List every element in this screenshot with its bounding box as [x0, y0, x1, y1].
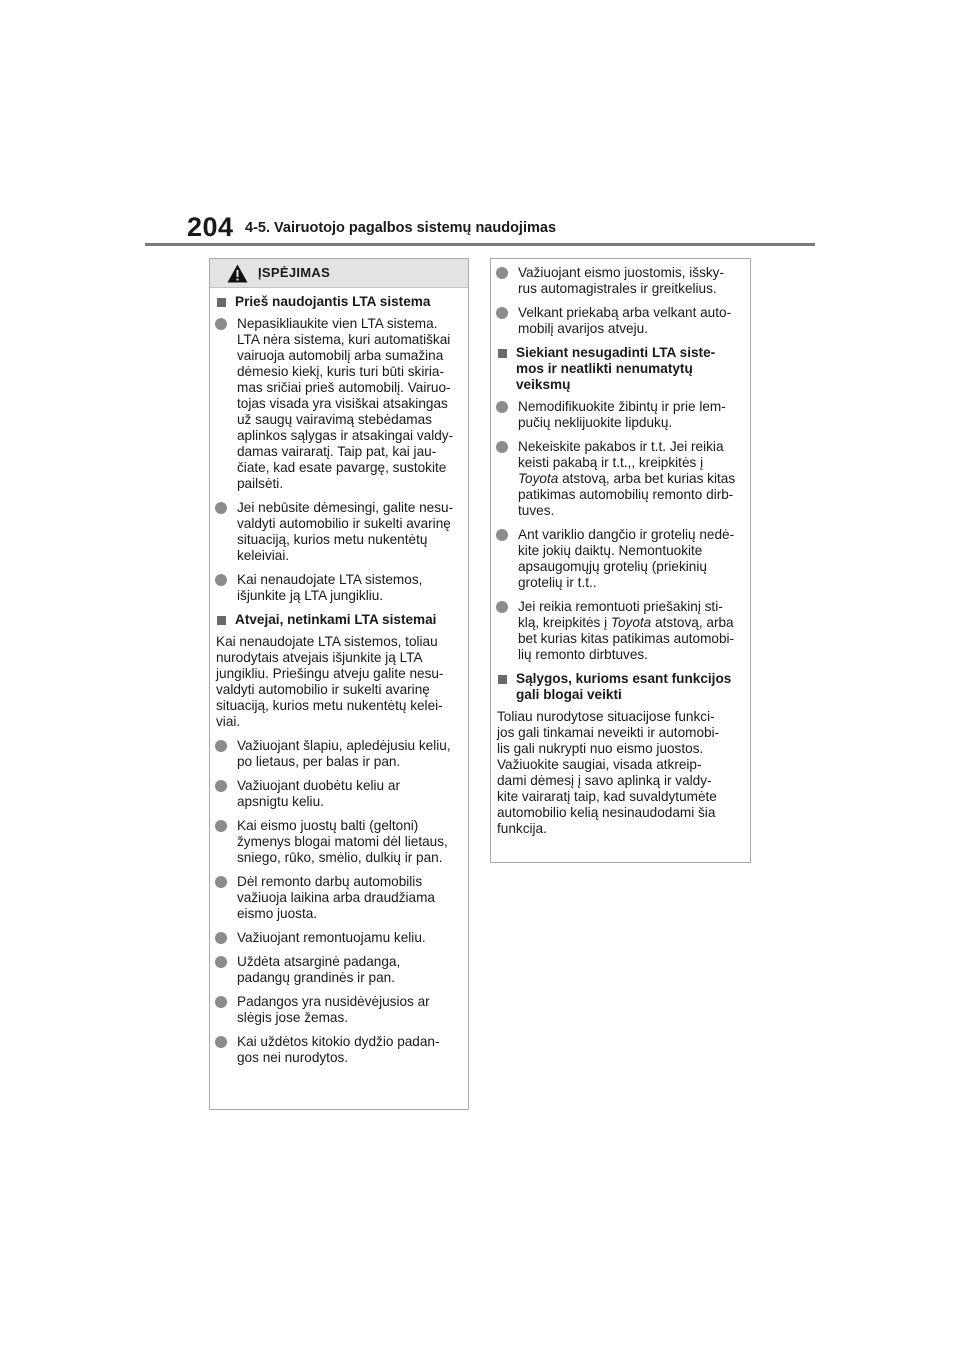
list-item-text: Velkant priekabą arba velkant auto- mobilį avarijos atveju. [518, 305, 732, 336]
list-item-text [518, 599, 734, 663]
list-item-text: Jei nebūsite dėmesingi, galite nesu- valdyti automobilio ir sukelti avarinę situaciją, kurios metu nukentėtų keleiviai. [237, 500, 454, 563]
list-item-text: Uždėta atsarginė padanga, padangų grandinės ir pan. [237, 954, 401, 985]
list-item [491, 399, 750, 431]
round-bullet-icon [215, 932, 227, 944]
list-item [210, 818, 468, 866]
paragraph: Toliau nurodytose situacijose funkci- jos gali tinkamai neveikti ir automobi- lis gali nukrypti nuo eismo juostos. Važiuokite saugiai, visada atkreip- dami dėmesį į savo aplinką ir valdy- kite vairaratį taip, kad suvaldytumėte automobilio kelią nesinaudodami šia funkcija. [497, 709, 720, 836]
section-heading [210, 294, 468, 310]
heading-text: Siekiant nesugadinti LTA siste- mos ir neatlikti nenumatytų veiksmų [516, 345, 716, 392]
section-heading [491, 671, 750, 703]
square-bullet-icon [217, 616, 226, 625]
list-item-text: Nemodifikuokite žibintų ir prie lem- pučių neklijuokite lipdukų. [518, 399, 726, 430]
header-divider [145, 243, 815, 246]
round-bullet-icon [215, 318, 227, 330]
round-bullet-icon [215, 1036, 227, 1048]
list-item-text: Važiuojant remontuojamu keliu. [237, 930, 426, 945]
round-bullet-icon [215, 574, 227, 586]
round-bullet-icon [215, 956, 227, 968]
list-item-text [518, 439, 735, 519]
list-item [210, 572, 468, 604]
list-item [491, 265, 750, 297]
list-item [210, 930, 468, 946]
list-item-text: Važiuojant duobėtu keliu ar apsnigtu keliu. [237, 778, 400, 809]
round-bullet-icon [215, 876, 227, 888]
round-bullet-icon [215, 780, 227, 792]
warning-triangle-icon [227, 264, 248, 283]
list-item-text: Padangos yra nusidėvėjusios ar slėgis jose žemas. [237, 994, 430, 1025]
section-heading [210, 612, 468, 628]
list-item [210, 874, 468, 922]
brand-name: Toyota [610, 615, 652, 630]
section-heading [491, 345, 750, 393]
round-bullet-icon [215, 820, 227, 832]
list-item-text: Dėl remonto darbų automobilis važiuoja laikina arba draudžiama eismo juosta. [237, 874, 435, 921]
list-item-text: Važiuojant šlapiu, apledėjusiu keliu, po lietaus, per balas ir pan. [237, 738, 451, 769]
list-item-text: Nepasikliaukite vien LTA sistema. LTA nėra sistema, kuri automatiškai vairuoja automobilį arba sumažina dėmesio kiekį, kuris turi būti skiria- mas sričiai prieš automobilį. Vairuo- tojas visada yra visiškai atsakingas už saugų vairavimą stebėdamas aplinkos sąlygas ir atsakingai valdy- damas vairaratį. Taip pat, kai jau- čiate, kad esate pavargę, sustokite pailsėti. [237, 316, 454, 491]
list-item [210, 994, 468, 1026]
round-bullet-icon [215, 740, 227, 752]
square-bullet-icon [498, 675, 507, 684]
list-item [210, 316, 468, 492]
round-bullet-icon [496, 529, 508, 541]
list-item-text: Kai nenaudojate LTA sistemos, išjunkite ją LTA jungikliu. [237, 572, 423, 603]
warning-box-right-column [490, 258, 751, 863]
page-number: 204 [187, 212, 234, 242]
text-fragment: atstovą, arba bet kurias kitas patikimas automobilių remonto dirb- tuves. [518, 471, 736, 518]
list-item-text: Kai uždėtos kitokio dydžio padan- gos nei nurodytos. [237, 1034, 440, 1065]
square-bullet-icon [217, 298, 226, 307]
round-bullet-icon [496, 307, 508, 319]
text-fragment: Nekeiskite pakabos ir t.t. Jei reikia keisti pakabą ir t.t.,, kreipkitės į [518, 439, 724, 470]
list-item [491, 527, 750, 591]
list-item-text: Važiuojant eismo juostomis, išsky- rus automagistrales ir greitkelius. [518, 265, 724, 296]
heading-text: Prieš naudojantis LTA sistema [235, 294, 431, 309]
list-item [491, 599, 750, 663]
round-bullet-icon [496, 441, 508, 453]
list-item [210, 738, 468, 770]
section-title: 4-5. Vairuotojo pagalbos sistemų naudojimas [245, 220, 557, 236]
list-item [491, 439, 750, 519]
warning-header [210, 259, 468, 288]
list-item [491, 305, 750, 337]
list-item [210, 778, 468, 810]
round-bullet-icon [215, 502, 227, 514]
text-fragment: Jei reikia remontuoti priešakinį sti- klą, kreipkitės į [518, 599, 723, 630]
round-bullet-icon [496, 601, 508, 613]
text-fragment: atstovą, arba bet kurias kitas patikimas automobi- lių remonto dirbtuves. [518, 615, 735, 662]
brand-name: Toyota [518, 471, 559, 486]
list-item [210, 954, 468, 986]
round-bullet-icon [215, 996, 227, 1008]
square-bullet-icon [498, 349, 507, 358]
round-bullet-icon [496, 401, 508, 413]
heading-text: Atvejai, netinkami LTA sistemai [235, 612, 437, 627]
list-item [210, 500, 468, 564]
heading-text: Sąlygos, kurioms esant funkcijos gali blogai veikti [516, 671, 732, 702]
warning-title: ĮSPĖJIMAS [258, 265, 331, 280]
list-item [210, 1034, 468, 1066]
round-bullet-icon [496, 267, 508, 279]
warning-box-left-column [209, 258, 469, 1110]
list-item-text: Kai eismo juostų balti (geltoni) žymenys blogai matomi dėl lietaus, sniego, rūko, smėlio, dulkių ir pan. [237, 818, 448, 865]
paragraph: Kai nenaudojate LTA sistemos, toliau nurodytais atvejais išjunkite ją LTA jungikliu. Priešingu atveju galite nesu- valdyti automobilio ir sukelti avarinę situaciją, kurios metu nukentėtų kelei- viai. [216, 634, 444, 729]
list-item-text: Ant variklio dangčio ir grotelių nedė- kite jokių daiktų. Nemontuokite apsaugomųjų grotelių (priekinių grotelių ir t.t.. [518, 527, 735, 590]
